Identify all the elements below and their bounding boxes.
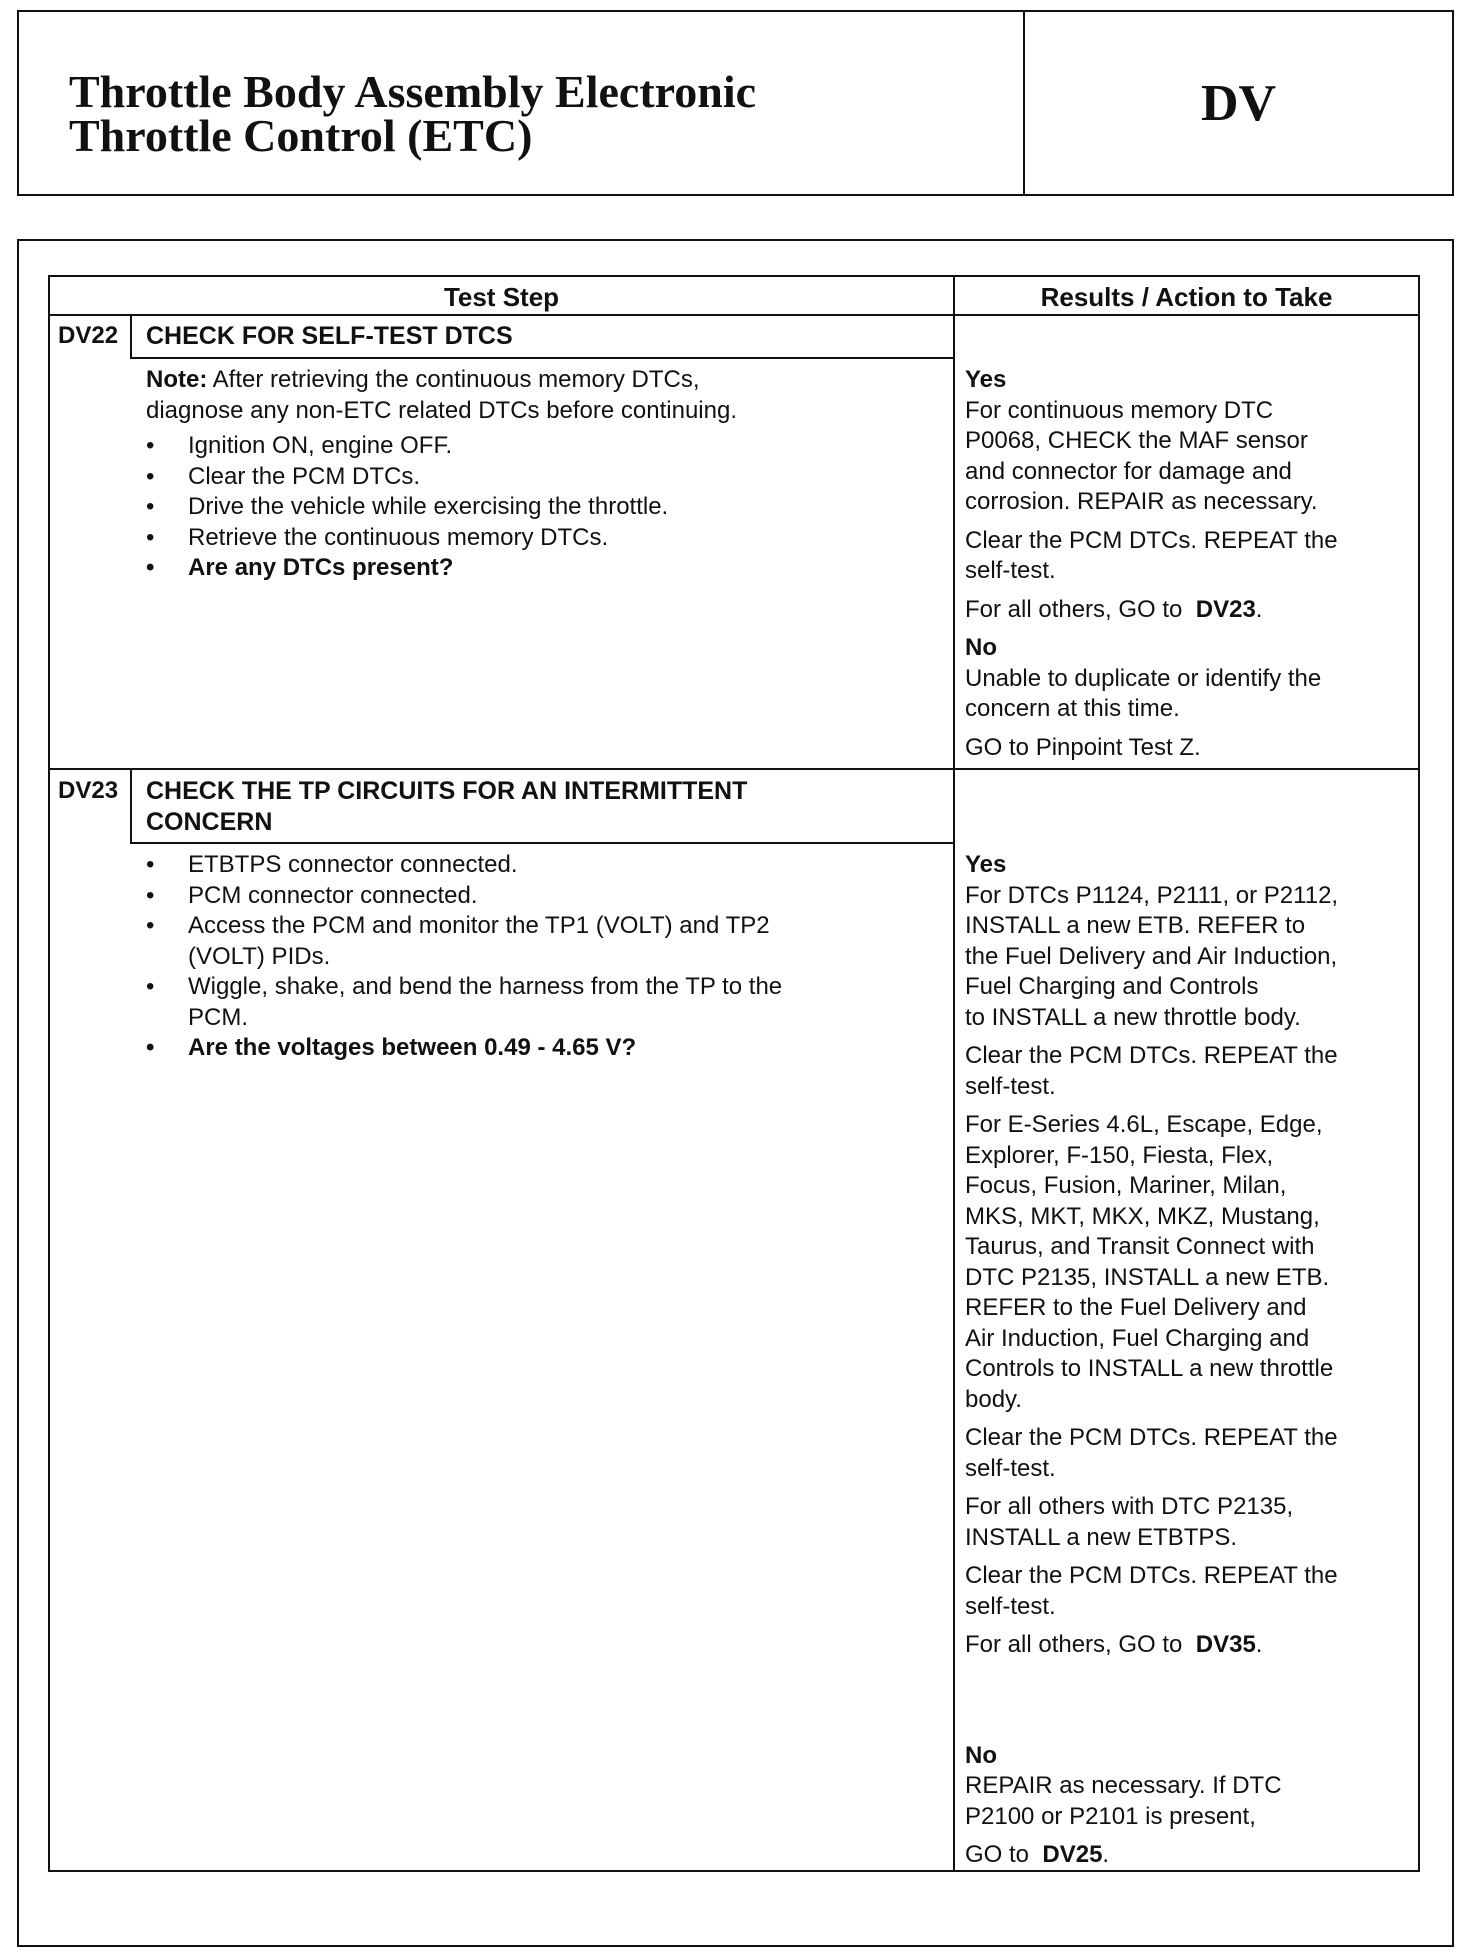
note-text: After retrieving the continuous memory DTCs, xyxy=(212,366,700,393)
dv23-no-label: No xyxy=(965,1741,997,1769)
dv23-question: • Are the voltages between 0.49 - 4.65 V? xyxy=(146,1033,946,1064)
list-item xyxy=(146,911,946,972)
dv23-step-title xyxy=(146,776,747,838)
list-item: • Retrieve the continuous memory DTCs. xyxy=(146,523,946,554)
result-line: DTC P2135, INSTALL a new ETB. xyxy=(965,1263,1330,1291)
title-line-1: Throttle Body Assembly Electronic xyxy=(69,66,757,117)
list-item: • Drive the vehicle while exercising the throttle. xyxy=(146,492,946,523)
result-line: For continuous memory DTC xyxy=(965,396,1274,424)
column-header-test-step: Test Step xyxy=(443,282,560,312)
bullet-text: PCM. xyxy=(188,1003,248,1031)
goto-prefix: For all others, GO to xyxy=(965,1631,1183,1658)
bullet-text: (VOLT) PIDs. xyxy=(188,942,331,970)
result-line: INSTALL a new ETBTPS. xyxy=(965,1523,1238,1551)
result-line: For E-Series 4.6L, Escape, Edge, xyxy=(965,1111,1323,1138)
title-line: CONCERN xyxy=(146,808,273,836)
result-line: Explorer, F-150, Fiesta, Flex, xyxy=(965,1141,1274,1169)
result-line: Focus, Fusion, Mariner, Milan, xyxy=(965,1172,1287,1199)
result-line: body. xyxy=(965,1385,1022,1413)
result-line: Clear the PCM DTCs. REPEAT the xyxy=(965,526,1338,554)
dv22-id-divider xyxy=(130,314,132,359)
result-line: and connector for damage and xyxy=(965,457,1292,485)
bullet-text: Wiggle, shake, and bend the harness from the TP to the xyxy=(188,973,783,1000)
result-line: Controls to INSTALL a new throttle xyxy=(965,1355,1334,1382)
result-line: self-test. xyxy=(965,1454,1056,1482)
result-line: For DTCs P1124, P2111, or P2112, xyxy=(965,881,1339,909)
dv23-no-goto-line: GO to DV25. xyxy=(965,1841,1110,1868)
note-text-2: diagnose any non-ETC related DTCs before continuing. xyxy=(146,396,737,424)
dv23-bullets xyxy=(146,850,946,1064)
goto-ref-dv35[interactable]: DV35 xyxy=(1195,1631,1256,1658)
result-line: self-test. xyxy=(965,557,1056,584)
dv22-results xyxy=(965,365,1415,763)
page-header xyxy=(17,10,1454,196)
dv22-step-title: CHECK FOR SELF-TEST DTCS xyxy=(146,322,513,350)
result-line: P0068, CHECK the MAF sensor xyxy=(965,427,1308,454)
result-line: Taurus, and Transit Connect with xyxy=(965,1233,1315,1260)
result-line: the Fuel Delivery and Air Induction, xyxy=(965,942,1338,970)
result-line: Air Induction, Fuel Charging and xyxy=(965,1324,1310,1352)
page-title xyxy=(69,66,989,161)
dv23-goto-line: For all others, GO to DV35. xyxy=(965,1631,1263,1658)
list-item: • PCM connector connected. xyxy=(146,881,946,912)
dv22-yes-label: Yes xyxy=(965,366,1007,393)
dv22-step-id: DV22 xyxy=(58,322,119,349)
dv22-bullets xyxy=(146,431,946,584)
dv23-results xyxy=(965,850,1415,1871)
result-line: INSTALL a new ETB. REFER to xyxy=(965,912,1306,939)
header-row-line xyxy=(48,314,1420,316)
dv23-step-id: DV23 xyxy=(58,777,119,804)
result-line: corrosion. REPAIR as necessary. xyxy=(965,488,1318,515)
column-divider xyxy=(953,275,955,1872)
result-line: concern at this time. xyxy=(965,695,1180,722)
result-line: For all others with DTC P2135, xyxy=(965,1493,1294,1520)
goto-ref-dv23[interactable]: DV23 xyxy=(1195,595,1256,623)
list-item: • ETBTPS connector connected. xyxy=(146,850,946,881)
list-item: • Clear the PCM DTCs. xyxy=(146,462,946,493)
result-line: Fuel Charging and Controls xyxy=(965,973,1259,1000)
goto-ref-dv25[interactable]: DV25 xyxy=(1042,1841,1103,1868)
column-header-results: Results / Action to Take xyxy=(1040,282,1333,312)
dv22-no-label: No xyxy=(965,634,997,661)
result-line: Clear the PCM DTCs. REPEAT the xyxy=(965,1042,1338,1069)
bullet-text: Access the PCM and monitor the TP1 (VOLT) and TP2 xyxy=(188,912,770,939)
title-line: CHECK THE TP CIRCUITS FOR AN INTERMITTENT xyxy=(146,777,748,805)
dv22-goto-line: For all others, GO to DV23. xyxy=(965,595,1263,623)
dv23-title-line xyxy=(130,842,953,844)
goto-prefix: GO to xyxy=(965,1841,1030,1868)
result-line: to INSTALL a new throttle body. xyxy=(965,1003,1301,1031)
dv23-yes-label: Yes xyxy=(965,851,1007,878)
dv22-note xyxy=(146,365,946,426)
dv23-id-divider xyxy=(130,768,132,844)
result-line: REPAIR as necessary. If DTC xyxy=(965,1772,1282,1799)
dv22-title-line xyxy=(130,357,953,359)
result-line: MKS, MKT, MKX, MKZ, Mustang, xyxy=(965,1202,1320,1230)
row-separator xyxy=(48,768,1420,770)
result-line: self-test. xyxy=(965,1592,1056,1620)
result-line: Clear the PCM DTCs. REPEAT the xyxy=(965,1424,1338,1451)
result-line: self-test. xyxy=(965,1072,1056,1100)
dv22-question: • Are any DTCs present? xyxy=(146,553,946,584)
result-line: Unable to duplicate or identify the xyxy=(965,664,1322,692)
section-code: DV xyxy=(1200,74,1277,132)
result-line: REFER to the Fuel Delivery and xyxy=(965,1294,1307,1321)
goto-prefix: For all others, GO to xyxy=(965,595,1183,623)
list-item xyxy=(146,972,946,1033)
title-line-2: Throttle Control (ETC) xyxy=(69,110,533,161)
list-item: • Ignition ON, engine OFF. xyxy=(146,431,946,462)
result-line: P2100 or P2101 is present, xyxy=(965,1802,1256,1830)
dv22-no-goto[interactable]: GO to Pinpoint Test Z. xyxy=(965,733,1201,761)
note-label: Note: xyxy=(146,366,208,393)
result-line: Clear the PCM DTCs. REPEAT the xyxy=(965,1562,1338,1589)
